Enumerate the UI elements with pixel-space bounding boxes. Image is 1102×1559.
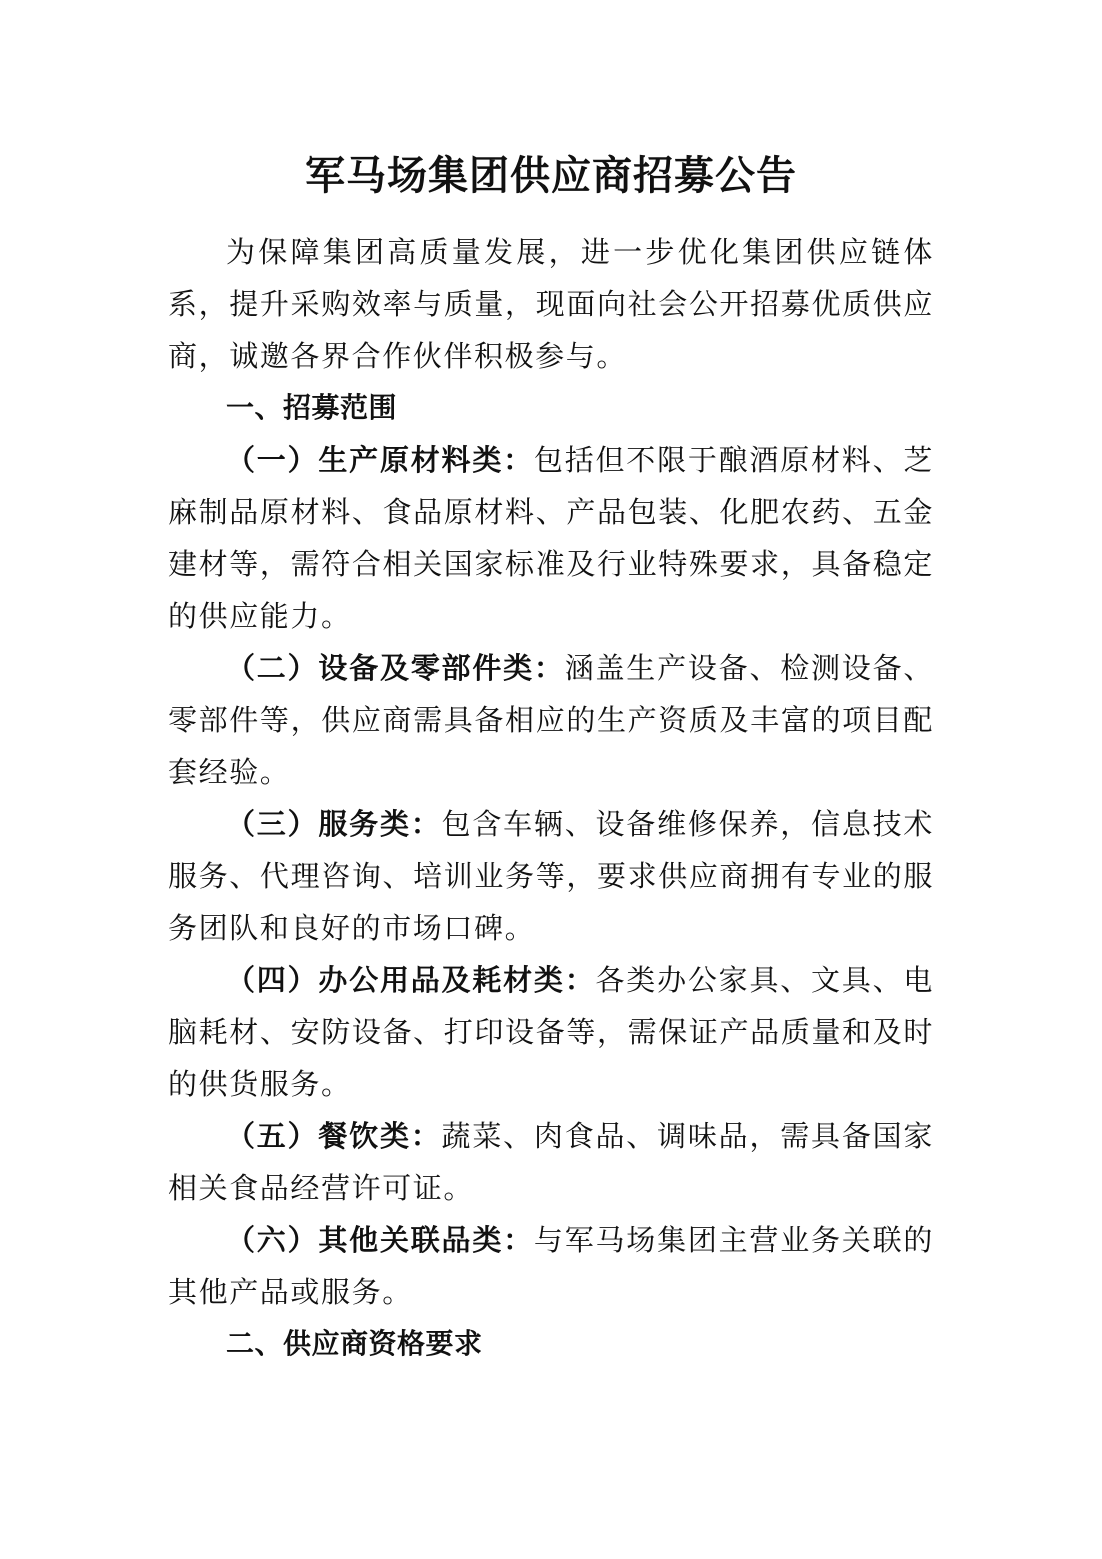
scope-item-lead: （四）办公用品及耗材类： [226, 963, 596, 997]
scope-item-lead: （五）餐饮类： [226, 1119, 442, 1153]
intro-paragraph: 为保障集团高质量发展，进一步优化集团供应链体系，提升采购效率与质量，现面向社会公开招募优质供应商，诚邀各界合作伙伴积极参与。 [168, 235, 934, 373]
section-heading-recruitment-scope: 一、招募范围 [226, 391, 398, 424]
scope-item-other [168, 1214, 934, 1318]
scope-item-lead: （一）生产原材料类： [226, 443, 534, 477]
scope-item-equipment [168, 642, 934, 798]
section-heading-supplier-qualifications: 二、供应商资格要求 [226, 1327, 483, 1360]
scope-item-raw-materials [168, 434, 934, 642]
scope-item-text: 包含车辆、设备维修保养，信息技术服务、代理咨询、培训业务等，要求供应商拥有专业的服务团队和良好的市场口碑。 [168, 807, 935, 945]
scope-item-services [168, 798, 934, 954]
scope-item-text: 蔬菜、肉食品、调味品，需具备国家相关食品经营许可证。 [168, 1119, 935, 1205]
scope-item-catering [168, 1110, 934, 1214]
scope-item-lead: （三）服务类： [226, 807, 442, 841]
scope-item-office-supplies [168, 954, 934, 1110]
scope-item-lead: （六）其他关联品类： [226, 1223, 534, 1257]
scope-item-lead: （二）设备及零部件类： [226, 651, 565, 685]
scope-item-text: 包括但不限于酿酒原材料、芝麻制品原材料、食品原材料、产品包装、化肥农药、五金建材等，需符合相关国家标准及行业特殊要求，具备稳定的供应能力。 [168, 443, 934, 633]
scope-item-text: 涵盖生产设备、检测设备、零部件等，供应商需具备相应的生产资质及丰富的项目配套经验。 [168, 651, 934, 789]
scope-item-text: 与军马场集团主营业务关联的其他产品或服务。 [168, 1223, 934, 1309]
document-title: 军马场集团供应商招募公告 [305, 152, 797, 199]
scope-item-text: 各类办公家具、文具、电脑耗材、安防设备、打印设备等，需保证产品质量和及时的供货服务。 [168, 963, 935, 1101]
document-body [168, 226, 934, 1370]
